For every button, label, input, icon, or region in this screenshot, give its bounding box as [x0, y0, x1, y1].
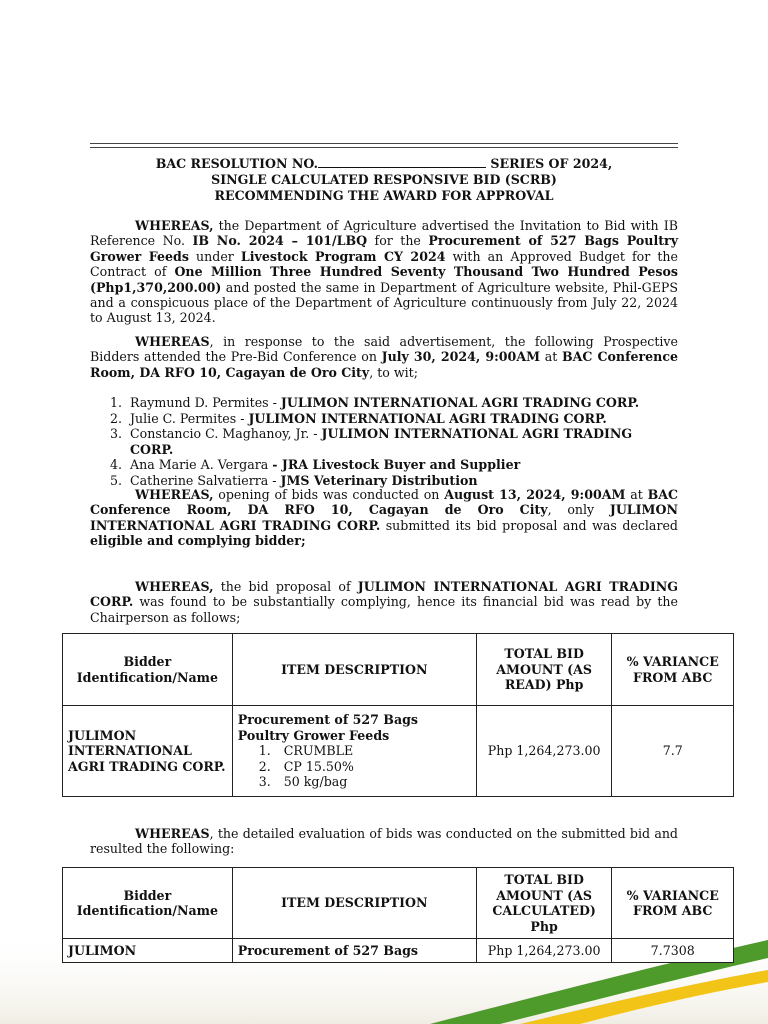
list-item: 1. Raymund D. Permites - JULIMON INTERNATIONAL AGRI TRADING CORP. — [110, 395, 640, 410]
list-item: 5. Catherine Salvatierra - JMS Veterinary Distribution — [110, 472, 478, 488]
col-header-item: ITEM DESCRIPTION — [232, 868, 476, 939]
col-header-amount: TOTAL BID AMOUNT (AS CALCULATED) Php — [476, 868, 612, 939]
top-rule — [90, 143, 678, 144]
variance-cell: 7.7 — [612, 706, 734, 797]
whereas-paragraph-5: WHEREAS, the detailed evaluation of bids was conducted on the submitted bid and resulted the following: — [90, 826, 678, 857]
whereas-paragraph-2: WHEREAS, in response to the said advertisement, the following Prospective Bidders attended the Pre-Bid Conference on July 30, 2024, 9:00AM at BAC Conference Room, DA RFO 10, Cagayan de Oro City, to wit; — [90, 334, 679, 380]
bid-as-calculated-table — [62, 867, 734, 963]
bid-as-read-table — [62, 633, 734, 797]
variance-cell: 7.7308 — [612, 939, 734, 963]
list-item: 3. 50 kg/bag — [258, 774, 348, 790]
whereas-paragraph-4: WHEREAS, the bid proposal of JULIMON INTERNATIONAL AGRI TRADING CORP. was found to be substantially complying, hence its financial bid was read by the Chairperson as follows; — [90, 579, 678, 625]
list-item: 3. Constancio C. Maghanoy, Jr. - JULIMON INTERNATIONAL AGRI TRADING CORP. — [110, 426, 633, 457]
item-cell: Procurement of 527 Bags — [232, 939, 476, 963]
col-header-bidder: Bidder Identification/Name — [63, 634, 233, 706]
item-spec-list — [238, 743, 471, 790]
resolution-header — [90, 156, 678, 204]
prospective-bidders-list — [90, 395, 678, 488]
amount-cell: Php 1,264,273.00 — [476, 706, 612, 797]
list-item: 2. Julie C. Permites - JULIMON INTERNATIONAL AGRI TRADING CORP. — [110, 410, 607, 426]
col-header-amount: TOTAL BID AMOUNT (AS READ) Php — [476, 634, 612, 706]
col-header-item: ITEM DESCRIPTION — [232, 634, 476, 706]
resolution-series: SERIES OF 2024, — [486, 156, 613, 171]
item-cell — [232, 706, 476, 797]
list-item: 4. Ana Marie A. Vergara - JRA Livestock Buyer and Supplier — [110, 457, 521, 472]
resolution-no-blank — [318, 156, 486, 168]
item-title: Procurement of 527 Bags Poultry Grower Feeds — [237, 712, 418, 743]
amount-cell: Php 1,264,273.00 — [476, 939, 612, 963]
bidder-cell: JULIMON — [63, 939, 233, 963]
table-row — [63, 706, 734, 797]
col-header-variance: % VARIANCE FROM ABC — [612, 868, 734, 939]
col-header-variance: % VARIANCE FROM ABC — [612, 634, 734, 706]
col-header-bidder: Bidder Identification/Name — [63, 868, 233, 939]
top-rule-second — [90, 147, 678, 148]
resolution-no-label: BAC RESOLUTION NO. — [155, 156, 319, 171]
table-header-row — [63, 634, 734, 706]
list-item: 2. CP 15.50% — [258, 758, 354, 774]
table-header-row — [63, 868, 734, 939]
resolution-subtitle-2: RECOMMENDING THE AWARD FOR APPROVAL — [214, 188, 554, 203]
table-row — [63, 939, 734, 963]
whereas-paragraph-1: WHEREAS, the Department of Agriculture advertised the Invitation to Bid with IB Reference No. IB No. 2024 – 101/LBQ for the Procurement of 527 Bags Poultry Grower Feeds under Livestock Program CY 2024 with an Approved Budget for the Contract of One Million Three Hundred Seventy Thousand Two Hundred Pesos (Php1,370,200.00) and posted the same in Department of Agriculture website, Phil-GEPS and a conspicuous place of the Department of Agriculture continuously from July 22, 2024 to August 13, 2024. — [90, 218, 679, 326]
whereas-paragraph-3: WHEREAS, opening of bids was conducted on August 13, 2024, 9:00AM at BAC Conference Room, DA RFO 10, Cagayan de Oro City, only JULIMON INTERNATIONAL AGRI TRADING CORP. submitted its bid proposal and was declared eligible and complying bidder; — [90, 487, 679, 549]
bidder-cell: JULIMON INTERNATIONAL AGRI TRADING CORP. — [63, 706, 233, 797]
list-item: 1. CRUMBLE — [258, 743, 354, 759]
resolution-subtitle: SINGLE CALCULATED RESPONSIVE BID (SCRB) — [211, 172, 557, 187]
